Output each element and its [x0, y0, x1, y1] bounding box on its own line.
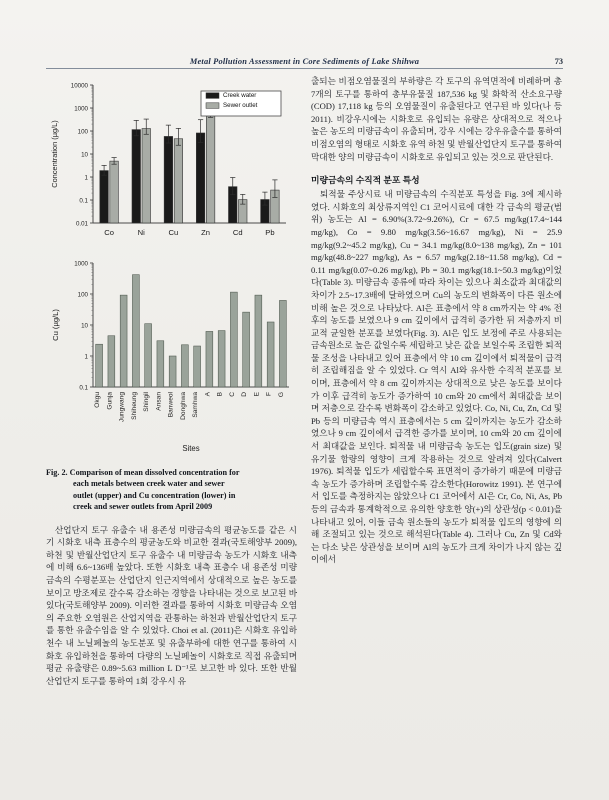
legend-label: Sewer outlet: [223, 102, 258, 109]
bar-ansan: [157, 341, 164, 387]
ytick-label: 1000: [74, 260, 88, 268]
bar-creek-water: [196, 133, 205, 223]
paragraph: 출되는 비점오염물질의 부하량은 각 토구의 유역면적에 비례하며 총 7개의 토구를 통하여 총부유물질 187,536 kg 및 화학적 산소요구량(COD) 17,118 kg 등의 오염물질이 유출된다고 연구된 바 있다(나 등 2011). 비강우시에는 시화호로 유입되는 유량은 상대적으로 적으나 높은 농도의 미량금속이 유출되며, 강우 시에는 강우유출수를 통하여 비점오염의 형태로 시화호 유역 하천 및 반월산업단지 토구를 통하여 막대한 양의 미량금속이 시화호로 유입되고 있는 것으로 판단된다.: [311, 76, 562, 162]
chart-lower-svg: [46, 255, 297, 460]
section-subheading: 미량금속의 수직적 분포 특성: [311, 175, 420, 186]
bar-banweol: [169, 356, 176, 387]
two-column-layout: [46, 75, 563, 687]
xtick-label: Shiheung: [130, 392, 138, 420]
ytick-label: 1: [84, 353, 88, 361]
bar-g: [279, 300, 286, 387]
xtick-label: Zn: [201, 228, 211, 237]
ytick-label: 0.1: [79, 197, 88, 205]
xtick-label: Donghwa: [179, 392, 187, 420]
xtick-label: Banweol: [167, 392, 175, 418]
legend-swatch: [206, 93, 219, 99]
running-head-title: Metal Pollution Assessment in Core Sediments of Lake Shihwa: [189, 57, 420, 66]
figure-caption-line-3: outlet (upper) and Cu concentration (lower) in: [73, 490, 236, 500]
figure-caption-line-1: Fig. 2. Comparison of mean dissolved concentration for: [46, 468, 240, 477]
bar-donghwa: [181, 345, 188, 387]
right-column-body-top: [311, 75, 562, 163]
bar-b: [218, 331, 225, 387]
xtick-label: Okgu: [94, 392, 102, 408]
bar-d: [243, 312, 250, 387]
xtick-label: Pb: [265, 228, 275, 237]
chart-upper-yticks: [71, 82, 93, 227]
xtick-label: Samhwa: [192, 392, 200, 418]
paragraph: 퇴적물 주상시료 내 미량금속의 수직분포 특성을 Fig. 3에 제시하였다. 시화호의 최상류지역인 C1 코어시료에 대한 각 금속의 평균(범위) 농도는 Al = 6.90%(3.72~9.26%), Cr = 67.5 mg/kg(17.4~144 mg/kg), Co = 9.80 mg/kg(3.56~16.67 mg/kg), Ni = 25.9 mg/kg(9.2~45.2 mg/kg), Cu = 34.1 mg/kg(8.0~138 mg/kg), Zn = 101 mg/kg(48.8~227 mg/kg), As = 6.57 mg/kg(2.18~11.58 mg/kg), Cd = 0.11 mg/kg(0.07~0.26 mg/kg), Pb = 30.1 mg/kg(18.1~50.3 mg/kg)이었다(Table 3). 미량금속 종류에 따라 차이는 있으나 최소값과 최대값의 차이가 2.5~17.3배에 달하였으며 Cu의 농도의 변화폭이 다른 원소에 비해 높은 것으로 나타났다. Al은 표층에서 약 8 cm까지는 약 4% 전후의 농도를 보였으나 9 cm 깊이에서 급격히 증가한 뒤 저층까지 비교적 균일한 분포를 보였다(Fig. 3). Al은 입도 보정에 주로 사용되는 금속원소로 높은 값일수록 세립하고 낮은 값을 보일수록 조립한 퇴적물 조성을 나타내고 있어 표층에서 약 10 cm 깊이에서 퇴적물이 급격히 조립해짐을 알 수 있었다. Cr 역시 Al와 유사한 수직적 분포를 보이며, 표층에서 약 8 cm 깊이까지는 상대적으로 낮은 농도를 보이다가 이후 급격히 농도가 증가하여 10 cm와 20 cm에서 최대값을 보이며 저층으로 갈수록 변화폭이 감소하고 있었다. Co, Ni, Cu, Zn, Cd 및 Pb 등의 미량금속 역시 표층에서는 5 cm 깊이까지는 농도가 감소하였으나 9 cm 깊이에서 급격한 증가를 보이며, 10 cm와 20 cm 깊이에서 최대값을 보인다. 퇴적물 내 미량금속 농도는 입도(grain size) 및 유기물 함량의 영향이 크게 작용하는 것으로 알려져 있다(Calvert 1976). 퇴적물 입도가 세립할수록 표면적이 증가하기 때문에 미량금속 농도가 증가하며 조립할수록 감소한다(Horowitz 1991). 본 연구에서 입도를 측정하지는 않았으나 C1 코어에서 Al은 Cr, Co, Ni, As, Pb 등의 금속과 통계학적으로 유의한 양호한 양(+)의 상관성(p < 0.01)을 나타내고 있어, 이들 금속 원소들의 농도가 퇴적물 입도의 영향에 의해 조절되고 있는 것으로 해석된다(Table 4). 그러나 Cu, Zn 및 Cd와는 다소 낮은 상관성을 보이며 Al의 농도가 크게 차이가 나지 않는 깊이에서: [311, 189, 562, 565]
chart-upper-grouped-bar: [46, 75, 297, 251]
xtick-label: Shingil: [143, 392, 151, 412]
xtick-label: A: [204, 392, 212, 397]
chart-upper-legend: [201, 91, 281, 116]
ytick-label: 10: [81, 151, 88, 159]
chart-lower-xlabel: Sites: [182, 444, 200, 453]
figure-caption-line-4: creek and sewer outlets from April 2009: [73, 502, 213, 512]
bar-f: [267, 322, 274, 387]
header-rule: [46, 68, 563, 69]
figure-caption-line-2: each metals between creek water and sewer: [73, 479, 225, 489]
chart-upper-bars: [100, 101, 279, 223]
left-column: [46, 75, 297, 687]
page-number: 73: [554, 57, 563, 66]
xtick-label: G: [277, 392, 285, 398]
xtick-label: Co: [104, 228, 114, 237]
chart-lower-bars: [96, 275, 287, 387]
ytick-label: 10000: [70, 82, 88, 90]
right-column: [311, 75, 562, 687]
ytick-label: 100: [77, 291, 88, 299]
bar-okgu: [96, 344, 103, 387]
bar-c: [230, 292, 237, 387]
chart-upper-svg: [46, 75, 297, 251]
xtick-label: B: [216, 392, 224, 397]
paragraph: 산업단지 토구 유출수 내 용존성 미량금속의 평균농도를 같은 시기 시화호 내측 표층수의 평균농도와 비교한 결과(국토해양부 2009), 하천 및 반월산업단지 토구 유출수 내 미량금속 농도가 시화호 내측에 비해 6.6~136배 높았다. 또한 시화호 내측 표층수 내 용존성 미량금속의 수평분포는 산업단지 인근지역에서 상대적으로 높은 농도를 보이고 방조제로 갈수록 감소하는 경향을 나타내는 것으로 보고된 바 있다(국토해양부 2009). 이러한 결과를 통하여 시화호 미량금속 오염의 주요한 오염원은 산업지역을 관통하는 하천과 반월산업단지 토구를 통한 유출수임을 알 수 있었다. Choi et al. (2011)은 시화호 유입하천수 내 노닐페놀의 농도분포 및 유출부하에 대한 연구를 통하여 시화호 유입하천을 통하여 다량의 노닐페놀이 시화호로 직접 유출되며 평균 유출량은 0.89~5.63 million L D⁻¹로 보고한 바 있다. 또한 반월산업단지 토구를 통하여 1회 강우시 유: [46, 524, 297, 686]
right-column-body-bottom: [311, 188, 562, 566]
ytick-label: 0.01: [75, 220, 88, 228]
xtick-label: Jungwang: [118, 392, 126, 423]
chart-upper-ylabel: Concentration (µg/L): [50, 120, 59, 188]
bar-e: [255, 295, 262, 387]
bar-samhwa: [194, 346, 201, 387]
xtick-label: E: [253, 392, 261, 397]
xtick-label: C: [228, 392, 236, 397]
chart-lower-yticks: [74, 260, 93, 391]
ytick-label: 1: [84, 174, 88, 182]
bar-sewer-outlet: [174, 139, 183, 223]
ytick-label: 1000: [74, 105, 88, 113]
running-head: [46, 44, 563, 66]
chart-lower-ylabel: Cu (µg/L): [51, 309, 60, 341]
left-column-body: [46, 524, 297, 688]
bar-creek-water: [100, 171, 109, 223]
chart-lower-xlabels: [94, 391, 285, 422]
xtick-label: Gunja: [106, 392, 114, 410]
bar-sewer-outlet: [206, 110, 215, 223]
legend-swatch: [206, 103, 219, 109]
bar-sewer-outlet: [110, 161, 119, 223]
bar-gunja: [108, 336, 115, 387]
bar-shiheung: [132, 275, 139, 387]
bar-jungwang: [120, 295, 127, 387]
xtick-label: Cd: [232, 228, 243, 237]
xtick-label: Ni: [137, 228, 145, 237]
figure-2: [46, 75, 297, 513]
bar-a: [206, 331, 213, 387]
xtick-label: D: [241, 392, 249, 397]
xtick-label: Ansan: [155, 392, 163, 411]
bar-creek-water: [164, 136, 173, 223]
chart-lower-bar: [46, 255, 297, 460]
figure-caption: [46, 467, 297, 513]
bar-shingil: [145, 324, 152, 387]
bar-sewer-outlet: [142, 129, 151, 223]
ytick-label: 10: [81, 322, 88, 330]
ytick-label: 0.1: [79, 384, 88, 392]
ytick-label: 100: [77, 128, 88, 136]
page-content: [46, 44, 563, 760]
legend-label: Creek water: [223, 92, 257, 99]
xtick-label: F: [265, 392, 273, 397]
xtick-label: Cu: [168, 228, 179, 237]
bar-creek-water: [132, 130, 141, 223]
chart-upper-xlabels: [104, 228, 274, 237]
